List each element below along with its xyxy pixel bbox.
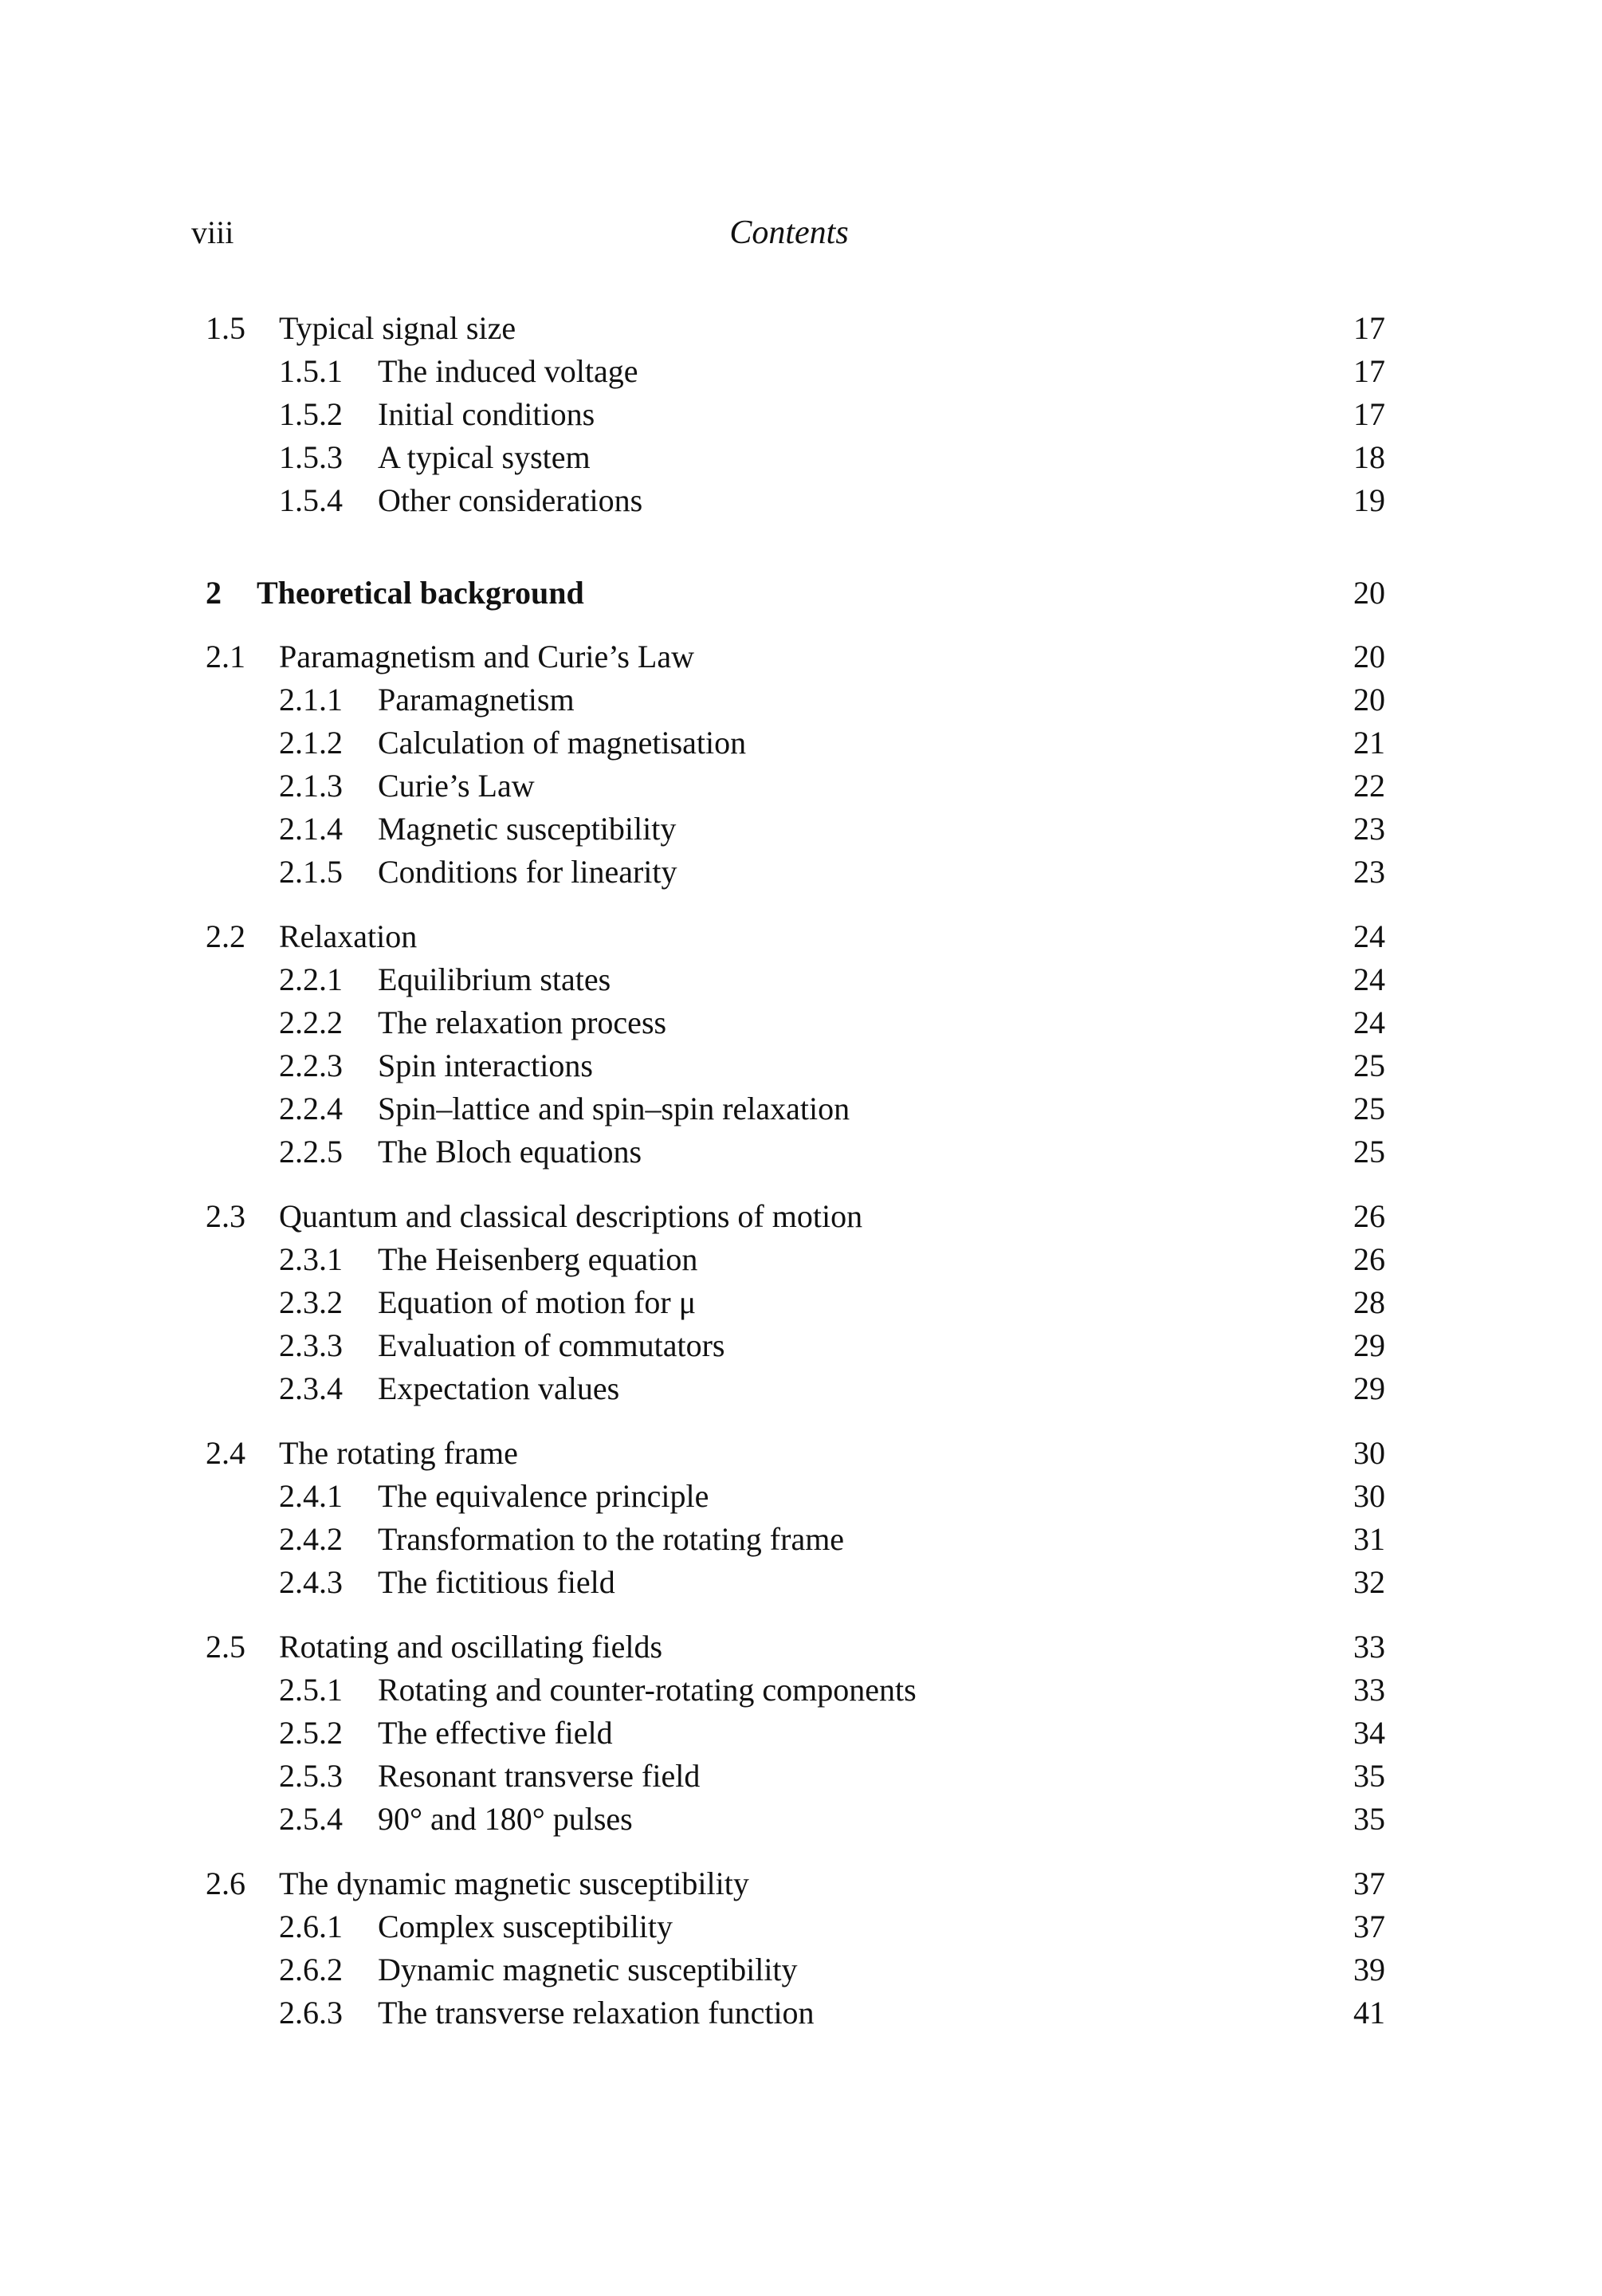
toc-entry-sub [0, 721, 1602, 765]
toc-entry-number: 2 [206, 575, 222, 611]
toc-entry-page-number: 17 [1353, 396, 1385, 432]
toc-entry-title: Spin interactions [378, 1048, 593, 1083]
toc-entry-title: Expectation values [378, 1370, 620, 1406]
toc-entry-number: 2.3.4 [279, 1370, 343, 1406]
toc-entry-sub [0, 851, 1602, 894]
toc-entry-number: 2.1 [206, 639, 245, 674]
toc-entry-number: 2.6.1 [279, 1909, 343, 1944]
toc-entry-sub [0, 1001, 1602, 1044]
toc-entry-number: 2.1.3 [279, 768, 343, 804]
page-folio: viii [191, 214, 234, 250]
toc-entry-number: 2.4 [206, 1435, 245, 1471]
toc-entry-sub [0, 1324, 1602, 1367]
toc-entry-title: Relaxation [279, 918, 418, 954]
toc-entry-page-number: 35 [1353, 1758, 1385, 1794]
toc-entry-page-number: 29 [1353, 1370, 1385, 1406]
toc-entry-number: 2.3.3 [279, 1327, 343, 1363]
toc-entry-page-number: 18 [1353, 439, 1385, 475]
section-gap [0, 1841, 1602, 1862]
toc-entry-number: 2.1.2 [279, 725, 343, 761]
toc-entry-number: 2.5 [206, 1629, 245, 1665]
toc-entry-title: Rotating and oscillating fields [279, 1629, 663, 1665]
toc-entry-title: Paramagnetism and Curie’s Law [279, 639, 694, 674]
toc-entry-sub [0, 1367, 1602, 1410]
toc-entry-title: Spin–lattice and spin–spin relaxation [378, 1091, 850, 1126]
running-head [191, 214, 1387, 261]
toc-entry-sub [0, 1130, 1602, 1174]
toc-entry-page-number: 25 [1353, 1134, 1385, 1170]
toc-entry-title: Theoretical background [257, 575, 584, 611]
toc-entry-title: Other considerations [378, 482, 643, 518]
toc-entry-title: Curie’s Law [378, 768, 535, 804]
toc-entry-sub [0, 1991, 1602, 2035]
toc-entry-page-number: 29 [1353, 1327, 1385, 1363]
toc-entry-sub [0, 1905, 1602, 1948]
toc-entry-page-number: 23 [1353, 811, 1385, 847]
toc-entry-number: 2.5.4 [279, 1801, 343, 1837]
toc-entry-number: 2.1.1 [279, 682, 343, 718]
toc-entry-title: Typical signal size [279, 310, 516, 346]
section-gap [0, 894, 1602, 915]
toc-entry-number: 2.2 [206, 918, 245, 954]
toc-entry-number: 2.6.3 [279, 1995, 343, 2031]
toc-entry-number: 1.5.2 [279, 396, 343, 432]
toc-entry-title: Transformation to the rotating frame [378, 1521, 845, 1557]
toc-entry-title: The rotating frame [279, 1435, 518, 1471]
toc-entry-page-number: 37 [1353, 1866, 1385, 1901]
toc-entry-section [0, 915, 1602, 958]
toc-entry-page-number: 25 [1353, 1091, 1385, 1126]
toc-entry-sub [0, 479, 1602, 522]
toc-entry-title: Equilibrium states [378, 961, 611, 997]
toc-entry-page-number: 23 [1353, 854, 1385, 890]
toc-entry-sub [0, 1948, 1602, 1991]
toc-entry-number: 1.5.3 [279, 439, 343, 475]
toc-entry-page-number: 32 [1353, 1564, 1385, 1600]
toc-entry-page-number: 20 [1353, 639, 1385, 674]
toc-entry-page-number: 17 [1353, 310, 1385, 346]
toc-entry-page-number: 30 [1353, 1478, 1385, 1514]
toc-entry-title: Complex susceptibility [378, 1909, 673, 1944]
toc-entry-page-number: 33 [1353, 1672, 1385, 1708]
toc-entry-number: 2.6.2 [279, 1952, 343, 1987]
toc-entry-title: Paramagnetism [378, 682, 575, 718]
toc-entry-page-number: 30 [1353, 1435, 1385, 1471]
toc-entry-sub [0, 1798, 1602, 1841]
toc-entry-page-number: 37 [1353, 1909, 1385, 1944]
toc-entry-sub [0, 436, 1602, 479]
toc-entry-sub [0, 1755, 1602, 1798]
toc-entry-number: 2.4.1 [279, 1478, 343, 1514]
toc-entry-page-number: 34 [1353, 1715, 1385, 1751]
toc-entry-number: 1.5 [206, 310, 245, 346]
toc-entry-number: 2.1.4 [279, 811, 343, 847]
toc-entry-sub [0, 1238, 1602, 1281]
toc-entry-page-number: 31 [1353, 1521, 1385, 1557]
toc-entry-page-number: 25 [1353, 1048, 1385, 1083]
table-of-contents [0, 307, 1602, 2035]
section-gap [0, 1604, 1602, 1626]
toc-entry-number: 2.4.3 [279, 1564, 343, 1600]
toc-entry-section [0, 1432, 1602, 1475]
toc-entry-title: Magnetic susceptibility [378, 811, 677, 847]
toc-entry-number: 2.3.1 [279, 1241, 343, 1277]
toc-entry-sub [0, 808, 1602, 851]
toc-entry-title: The induced voltage [378, 353, 638, 389]
toc-entry-sub [0, 678, 1602, 721]
toc-entry-page-number: 26 [1353, 1241, 1385, 1277]
toc-entry-number: 2.2.3 [279, 1048, 343, 1083]
toc-entry-page-number: 17 [1353, 353, 1385, 389]
toc-entry-sub [0, 1518, 1602, 1561]
toc-entry-title: Resonant transverse field [378, 1758, 701, 1794]
toc-entry-number: 2.5.3 [279, 1758, 343, 1794]
section-gap [0, 1174, 1602, 1195]
toc-entry-page-number: 39 [1353, 1952, 1385, 1987]
toc-entry-page-number: 28 [1353, 1284, 1385, 1320]
toc-entry-sub [0, 1712, 1602, 1755]
toc-entry-title: The effective field [378, 1715, 613, 1751]
toc-entry-section [0, 307, 1602, 350]
toc-entry-title: Evaluation of commutators [378, 1327, 725, 1363]
toc-entry-section [0, 1195, 1602, 1238]
toc-entry-number: 2.4.2 [279, 1521, 343, 1557]
toc-entry-page-number: 33 [1353, 1629, 1385, 1665]
toc-entry-section [0, 1862, 1602, 1905]
toc-entry-title: Rotating and counter-rotating components [378, 1672, 917, 1708]
toc-entry-title: The Bloch equations [378, 1134, 642, 1170]
toc-entry-title: Calculation of magnetisation [378, 725, 747, 761]
toc-entry-page-number: 24 [1353, 918, 1385, 954]
toc-entry-page-number: 41 [1353, 1995, 1385, 2031]
toc-entry-sub [0, 1475, 1602, 1518]
toc-entry-title: The relaxation process [378, 1005, 667, 1040]
toc-entry-title: The dynamic magnetic susceptibility [279, 1866, 749, 1901]
toc-entry-number: 2.5.1 [279, 1672, 343, 1708]
toc-entry-sub [0, 1561, 1602, 1604]
toc-entry-title: 90° and 180° pulses [378, 1801, 633, 1837]
toc-entry-sub [0, 1044, 1602, 1087]
toc-entry-number: 2.2.1 [279, 961, 343, 997]
toc-entry-title: The Heisenberg equation [378, 1241, 698, 1277]
toc-entry-section [0, 635, 1602, 678]
toc-entry-page-number: 20 [1353, 682, 1385, 718]
toc-entry-sub [0, 1087, 1602, 1130]
toc-entry-sub [0, 1281, 1602, 1324]
toc-entry-title: Initial conditions [378, 396, 595, 432]
toc-entry-title: Quantum and classical descriptions of motion [279, 1198, 863, 1234]
toc-entry-title: The fictitious field [378, 1564, 615, 1600]
toc-entry-number: 2.6 [206, 1866, 245, 1901]
toc-entry-title: Conditions for linearity [378, 854, 677, 890]
toc-entry-chapter [0, 572, 1602, 615]
toc-entry-number: 2.5.2 [279, 1715, 343, 1751]
toc-entry-number: 1.5.4 [279, 482, 343, 518]
toc-entry-title: Dynamic magnetic susceptibility [378, 1952, 798, 1987]
toc-entry-page-number: 22 [1353, 768, 1385, 804]
toc-entry-number: 2.2.5 [279, 1134, 343, 1170]
toc-entry-section [0, 1626, 1602, 1669]
toc-entry-title: The transverse relaxation function [378, 1995, 815, 2031]
toc-entry-number: 2.1.5 [279, 854, 343, 890]
toc-entry-page-number: 24 [1353, 1005, 1385, 1040]
toc-entry-page-number: 20 [1353, 575, 1385, 611]
toc-entry-title: A typical system [378, 439, 591, 475]
section-gap [0, 1410, 1602, 1432]
toc-entry-number: 2.3 [206, 1198, 245, 1234]
toc-entry-page-number: 19 [1353, 482, 1385, 518]
toc-entry-sub [0, 958, 1602, 1001]
toc-entry-sub [0, 1669, 1602, 1712]
toc-entry-sub [0, 393, 1602, 436]
toc-entry-number: 2.2.2 [279, 1005, 343, 1040]
toc-entry-sub [0, 765, 1602, 808]
running-title: Contents [729, 214, 849, 251]
toc-entry-number: 1.5.1 [279, 353, 343, 389]
toc-entry-title: The equivalence principle [378, 1478, 709, 1514]
toc-entry-sub [0, 350, 1602, 393]
toc-entry-number: 2.3.2 [279, 1284, 343, 1320]
toc-entry-page-number: 24 [1353, 961, 1385, 997]
toc-entry-title: Equation of motion for μ [378, 1284, 697, 1320]
toc-entry-page-number: 26 [1353, 1198, 1385, 1234]
toc-entry-page-number: 35 [1353, 1801, 1385, 1837]
toc-entry-number: 2.2.4 [279, 1091, 343, 1126]
toc-entry-page-number: 21 [1353, 725, 1385, 761]
